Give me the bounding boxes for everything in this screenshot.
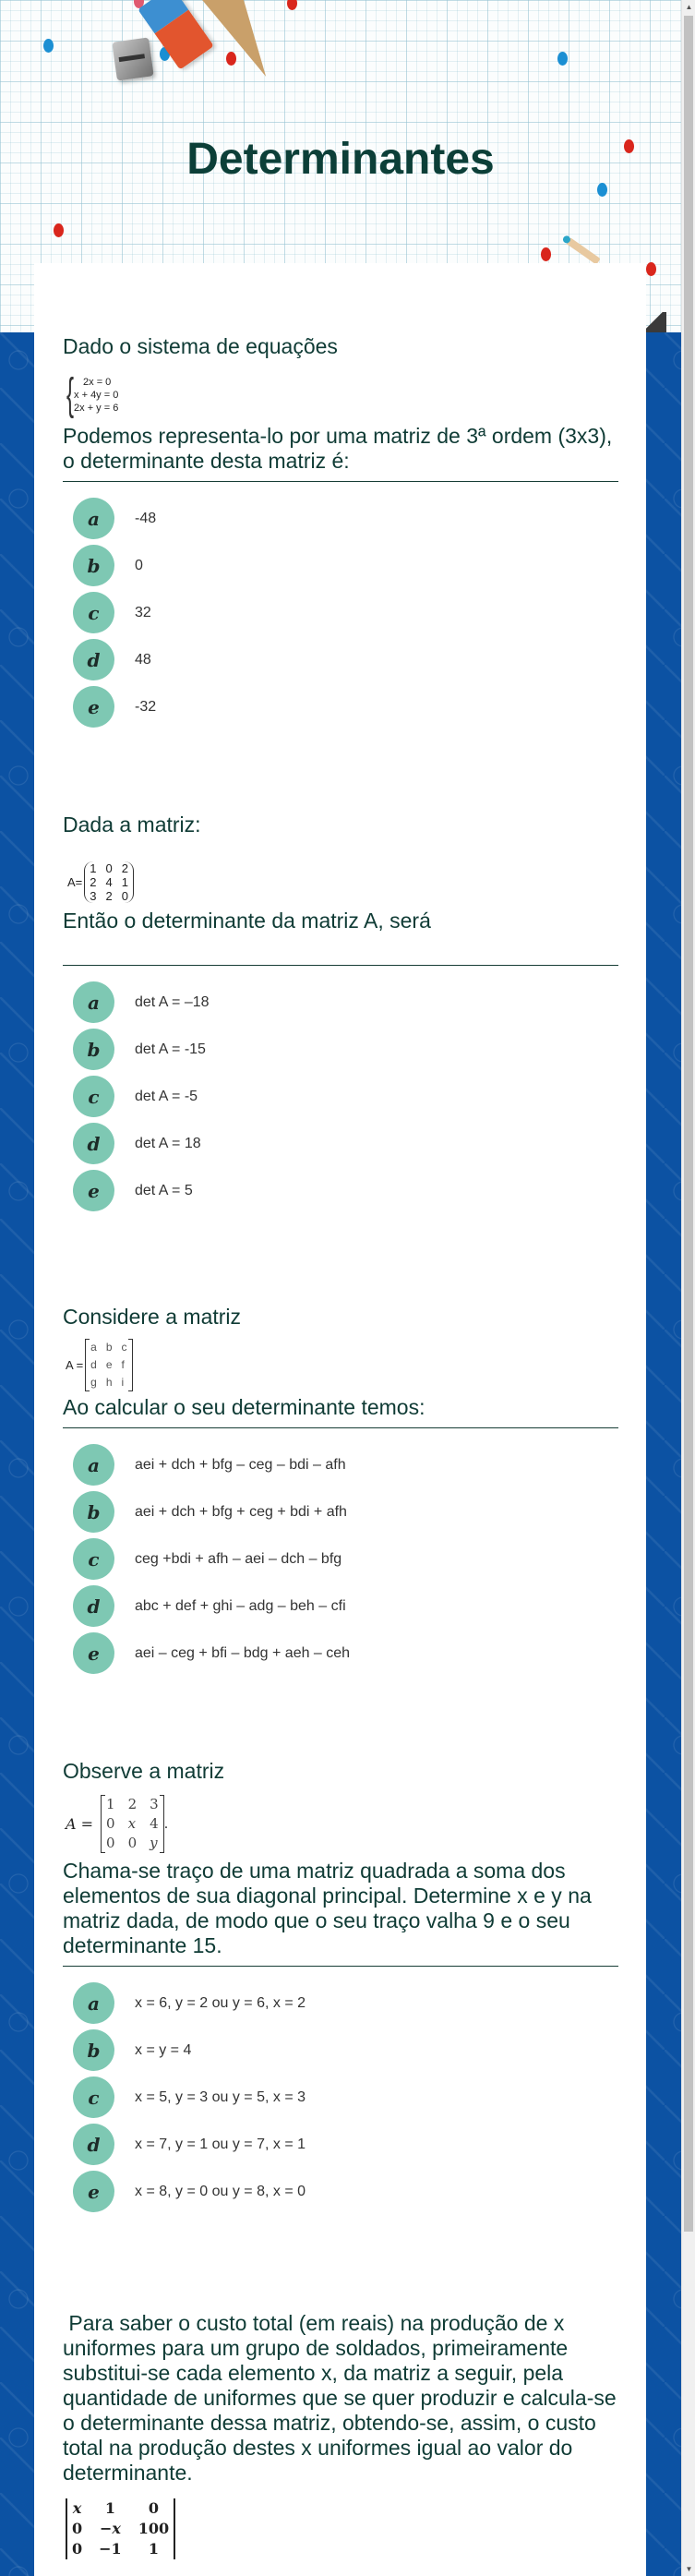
option-text: det A = –18 xyxy=(135,993,210,1010)
option-text: ceg +bdi + afh – aei – dch – bfg xyxy=(135,1550,342,1567)
determinant-grid xyxy=(66,2498,175,2559)
option-e[interactable] xyxy=(63,683,618,730)
scroll-down-arrow-icon[interactable]: ▼ xyxy=(685,2565,693,2573)
option-letter-badge: c xyxy=(73,592,114,633)
option-text: -48 xyxy=(135,510,157,526)
option-d[interactable] xyxy=(63,2121,618,2168)
matrix-cell: 100 xyxy=(138,2520,170,2537)
question-prompt: Então o determinante da matriz A, será xyxy=(63,909,431,933)
decor-dot-icon xyxy=(43,39,54,53)
matrix-cell: 0 xyxy=(121,889,128,903)
option-text: aei + dch + bfg – ceg – bdi – afh xyxy=(135,1456,346,1473)
matrix-cell: 4 xyxy=(150,1815,159,1832)
matrix-label: A= xyxy=(67,875,83,889)
decor-dot-icon xyxy=(597,183,607,197)
option-c[interactable] xyxy=(63,2074,618,2121)
scroll-up-arrow-icon[interactable]: ▲ xyxy=(685,3,693,11)
matrix-cell: 2 xyxy=(127,1796,138,1812)
option-letter-badge: a xyxy=(73,1982,114,2024)
question-intro: Dado o sistema de equações xyxy=(63,334,338,358)
option-letter-badge: b xyxy=(73,1029,114,1070)
matrix-cell: 0 xyxy=(105,861,113,875)
option-letter-badge: e xyxy=(73,2171,114,2212)
question-prompt: Para saber o custo total (em reais) na produção de x uniformes para um grupo de soldados, primeiramente substitui-se cada elemento x, da matriz a seguir, pela quantidade de uniformes que se quer produzir e calcula-se o determinante dessa matriz, obtendo-se, assim, o custo total na produção destes x uniformes igual ao valor do determinante. xyxy=(63,2311,623,2485)
option-letter-badge: e xyxy=(73,686,114,728)
matrix-cell: x xyxy=(72,2499,82,2517)
matrix-grid xyxy=(85,1339,132,1391)
matrix-label: A = xyxy=(66,1815,94,1833)
option-letter-badge: e xyxy=(73,1632,114,1674)
matrix-grid xyxy=(101,1795,164,1853)
option-a[interactable] xyxy=(63,1441,618,1488)
equation: 2x + y = 6 xyxy=(74,403,119,414)
matrix-cell: f xyxy=(121,1358,125,1371)
options-list xyxy=(63,1980,618,2215)
matrix-grid xyxy=(84,861,134,903)
matrix-cell: i xyxy=(121,1376,125,1389)
question-intro: Considere a matriz xyxy=(63,1305,242,1329)
option-a[interactable] xyxy=(63,495,618,542)
option-b[interactable] xyxy=(63,2027,618,2074)
decor-dot-icon xyxy=(54,223,64,237)
decor-corner-icon xyxy=(646,312,666,332)
option-text: x = 5, y = 3 ou y = 5, x = 3 xyxy=(135,2088,306,2105)
matrix-cell: 0 xyxy=(72,2540,83,2558)
matrix-cell: 3 xyxy=(150,1796,159,1812)
option-letter-badge: c xyxy=(73,2076,114,2118)
matrix-cell: y xyxy=(150,1835,158,1851)
option-letter-badge: d xyxy=(73,639,114,680)
page-title: Determinantes xyxy=(186,135,495,184)
option-c[interactable] xyxy=(63,1535,618,1583)
question-intro: Observe a matriz xyxy=(63,1759,225,1783)
matrix-cell: 2 xyxy=(121,861,128,875)
matrix-cell: 1 xyxy=(106,1796,115,1812)
options-list xyxy=(63,1441,618,1677)
matrix-cell: 3 xyxy=(90,889,97,903)
option-letter-badge: b xyxy=(73,2029,114,2071)
option-b[interactable] xyxy=(63,1026,618,1073)
matrix-cell: 0 xyxy=(72,2520,83,2537)
vertical-scrollbar[interactable] xyxy=(681,0,695,2576)
quiz-card xyxy=(34,263,646,2576)
decor-dot-icon xyxy=(557,52,568,66)
option-letter-badge: a xyxy=(73,498,114,539)
equation-system xyxy=(63,372,618,418)
question-5 xyxy=(63,2311,623,2559)
equation: x + 4y = 0 xyxy=(74,390,119,401)
option-letter-badge: d xyxy=(73,1585,114,1627)
option-text: det A = -15 xyxy=(135,1041,206,1057)
matrix-cell: 2 xyxy=(105,889,113,903)
divider xyxy=(63,1966,618,1967)
question-prompt: Podemos representa-lo por uma matriz de 3ª ordem (3x3), o determinante desta matriz é: xyxy=(63,424,613,473)
option-d[interactable] xyxy=(63,1120,618,1167)
sharpener-icon xyxy=(112,37,153,80)
question-2 xyxy=(63,813,618,1214)
option-c[interactable] xyxy=(63,589,618,636)
matrix-cell: 2 xyxy=(90,875,97,889)
matrix-label: A = xyxy=(66,1358,84,1372)
options-list xyxy=(63,979,618,1214)
matrix-display xyxy=(66,2498,618,2559)
option-text: x = y = 4 xyxy=(135,2041,192,2058)
matrix-cell: 0 xyxy=(106,1835,115,1851)
question-prompt: Ao calcular o seu determinante temos: xyxy=(63,1395,425,1419)
matrix-cell: 1 xyxy=(148,2540,159,2558)
question-3 xyxy=(63,1305,618,1677)
option-c[interactable] xyxy=(63,1073,618,1120)
decor-dot-icon xyxy=(646,262,656,276)
option-text: x = 7, y = 1 ou y = 7, x = 1 xyxy=(135,2136,306,2152)
options-list xyxy=(63,495,618,730)
matrix-cell: 0 xyxy=(148,2499,159,2517)
matrix-cell: d xyxy=(90,1358,97,1371)
matrix-display xyxy=(66,1339,618,1391)
divider xyxy=(63,481,618,482)
option-letter-badge: d xyxy=(73,2124,114,2165)
option-a[interactable] xyxy=(63,979,618,1026)
option-letter-badge: b xyxy=(73,545,114,586)
option-text: aei – ceg + bfi – bdg + aeh – ceh xyxy=(135,1644,351,1661)
option-text: det A = 5 xyxy=(135,1182,193,1198)
question-4 xyxy=(63,1759,618,2215)
option-letter-badge: b xyxy=(73,1491,114,1533)
matrix-cell: h xyxy=(105,1376,113,1389)
divider xyxy=(63,1427,618,1428)
matrix-cell: e xyxy=(105,1358,113,1371)
option-text: 32 xyxy=(135,604,151,620)
option-e[interactable] xyxy=(63,1167,618,1214)
matrix-cell: 1 xyxy=(90,861,97,875)
brace-icon: { xyxy=(66,370,75,419)
option-text: 0 xyxy=(135,557,143,573)
matrix-cell: 0 xyxy=(127,1835,138,1851)
divider xyxy=(63,965,618,966)
matrix-cell: −1 xyxy=(99,2540,122,2558)
option-text: -32 xyxy=(135,698,157,715)
option-a[interactable] xyxy=(63,1980,618,2027)
matrix-cell: 0 xyxy=(106,1815,115,1832)
question-intro: Dada a matriz: xyxy=(63,813,201,837)
option-e[interactable] xyxy=(63,1630,618,1677)
matrix-cell: 1 xyxy=(121,875,128,889)
option-letter-badge: e xyxy=(73,1170,114,1211)
matrix-cell: c xyxy=(121,1341,127,1354)
matrix-cell: a xyxy=(90,1341,97,1354)
option-d[interactable] xyxy=(63,636,618,683)
equation: 2x = 0 xyxy=(83,377,112,388)
matrix-suffix: . xyxy=(163,1816,169,1832)
option-letter-badge: d xyxy=(73,1123,114,1164)
option-text: 48 xyxy=(135,651,151,668)
matrix-display xyxy=(67,861,618,903)
option-b[interactable] xyxy=(63,1488,618,1535)
option-text: x = 6, y = 2 ou y = 6, x = 2 xyxy=(135,1994,306,2011)
option-text: abc + def + ghi – adg – beh – cfi xyxy=(135,1597,346,1614)
option-letter-badge: a xyxy=(73,1444,114,1486)
matrix-cell: 4 xyxy=(105,875,113,889)
option-e[interactable] xyxy=(63,2168,618,2215)
option-text: x = 8, y = 0 ou y = 8, x = 0 xyxy=(135,2183,306,2199)
option-text: aei + dch + bfg + ceg + bdi + afh xyxy=(135,1503,347,1520)
question-prompt: Chama-se traço de uma matriz quadrada a soma dos elementos de sua diagonal principal. Determine x e y na matriz dada, de modo que o seu traço valha 9 e o seu determinante 15. xyxy=(63,1859,592,1957)
option-d[interactable] xyxy=(63,1583,618,1630)
option-text: det A = 18 xyxy=(135,1135,201,1151)
scrollbar-thumb[interactable] xyxy=(684,16,693,2232)
option-letter-badge: c xyxy=(73,1076,114,1117)
matrix-cell: −x xyxy=(99,2520,121,2537)
option-text: det A = -5 xyxy=(135,1088,198,1104)
option-b[interactable] xyxy=(63,542,618,589)
decor-dot-icon xyxy=(541,247,551,261)
matrix-cell: 1 xyxy=(104,2499,115,2517)
matrix-display xyxy=(66,1795,618,1853)
option-letter-badge: c xyxy=(73,1538,114,1580)
question-1 xyxy=(63,334,618,730)
matrix-cell: b xyxy=(105,1341,113,1354)
matrix-cell: g xyxy=(90,1376,97,1389)
matrix-cell: x xyxy=(127,1815,137,1832)
option-letter-badge: a xyxy=(73,981,114,1023)
